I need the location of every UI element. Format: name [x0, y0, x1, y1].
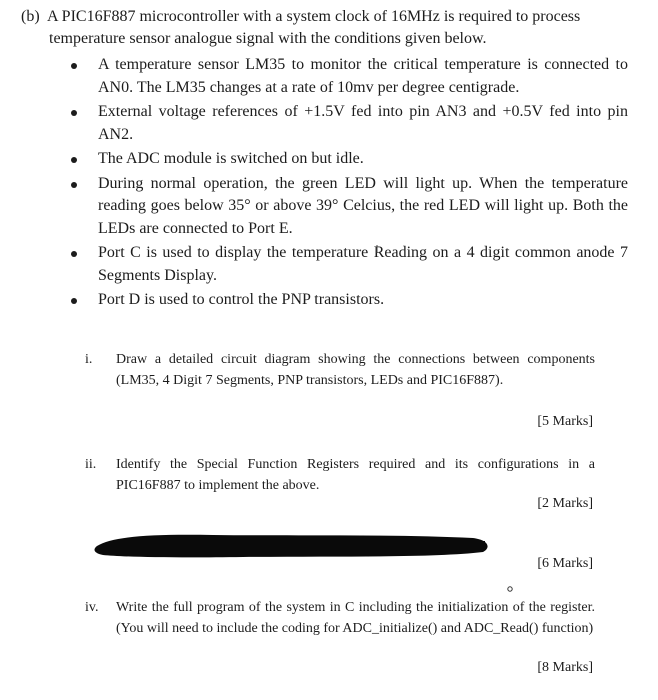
part-ii-marks: [2 Marks] — [537, 496, 593, 511]
condition-text: During normal operation, the green LED will light up. When the temperature reading goes below 35° or above 39° Celcius, the red LED will light up. Both the LEDs are connected to Port E. — [98, 174, 628, 237]
bullet-dot-icon — [71, 298, 77, 304]
question-intro-line1: A PIC16F887 microcontroller with a system clock of 16MHz is required to process — [47, 8, 581, 25]
text-cursor-icon — [376, 245, 378, 253]
part-number: ii. — [85, 457, 97, 472]
condition-item — [68, 173, 628, 241]
part-text: Write the full program of the system in C including the initialization of the register. (You will need to include the coding for ADC_initialize() and ADC_Read() function) — [116, 600, 595, 636]
condition-item — [68, 148, 628, 171]
condition-text: External voltage references of +1.5V fed into pin AN3 and +0.5V fed into pin AN2. — [98, 103, 628, 143]
question-label: (b) — [21, 8, 40, 25]
part-text: Identify the Special Function Registers required and its configurations in a PIC16F887 to implement the above. — [116, 457, 595, 493]
bullet-dot-icon — [71, 182, 77, 188]
condition-item — [68, 289, 628, 312]
bullet-dot-icon — [71, 63, 77, 69]
condition-text: Port D is used to control the PNP transistors. — [98, 291, 385, 308]
condition-text: A temperature sensor LM35 to monitor the critical temperature is connected to AN0. The LM35 changes at a rate of 10mv per degree centigrade. — [98, 56, 628, 96]
part-iii-marks: [6 Marks] — [537, 556, 593, 571]
part-i — [85, 350, 595, 391]
part-ii — [85, 455, 595, 496]
condition-item — [68, 242, 628, 287]
part-iv — [85, 598, 595, 639]
bullet-dot-icon — [71, 110, 77, 116]
condition-text: The ADC module is switched on but idle. — [98, 150, 364, 167]
part-iv-marks: [8 Marks] — [537, 660, 593, 675]
redaction-scribble — [93, 530, 493, 560]
part-i-marks: [5 Marks] — [537, 414, 593, 429]
mark-circle-icon — [507, 586, 513, 592]
bullet-dot-icon — [71, 251, 77, 257]
condition-item — [68, 101, 628, 146]
question-heading — [21, 6, 641, 50]
part-number: iv. — [85, 600, 99, 615]
part-number: i. — [85, 352, 93, 367]
condition-item — [68, 54, 628, 99]
conditions-list — [68, 54, 628, 314]
bullet-dot-icon — [71, 157, 77, 163]
part-text: Draw a detailed circuit diagram showing the connections between components (LM35, 4 Digit 7 Segments, PNP transistors, LEDs and PIC16F887). — [116, 352, 595, 388]
question-intro-line2: temperature sensor analogue signal with the conditions given below. — [49, 30, 487, 47]
condition-text: Port C is used to display the temperature Reading on a 4 digit common anode 7 Segments Display. — [98, 244, 628, 284]
